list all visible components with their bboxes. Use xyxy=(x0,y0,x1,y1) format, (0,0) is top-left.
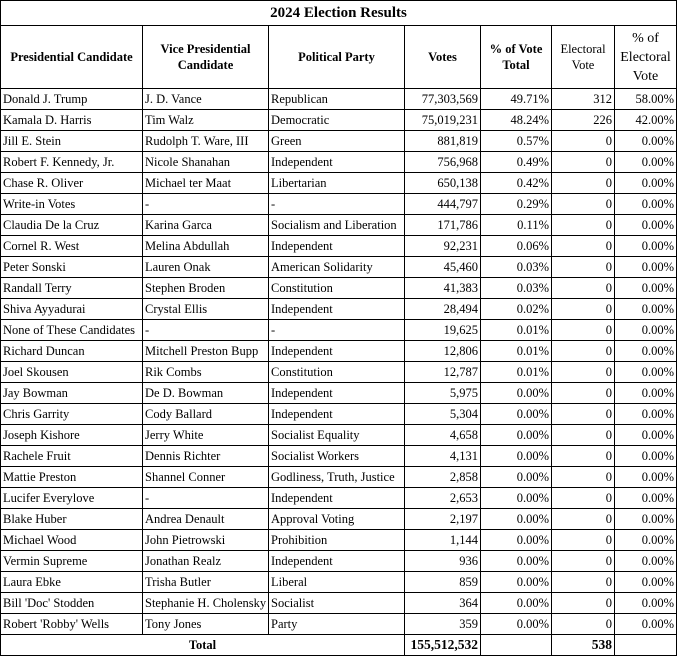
vp-cell: J. D. Vance xyxy=(143,89,269,110)
electoral-pct-cell: 0.00% xyxy=(615,131,677,152)
votes-cell: 12,787 xyxy=(405,362,481,383)
party-cell: Independent xyxy=(269,152,405,173)
table-row xyxy=(1,593,677,614)
candidate-cell: Blake Huber xyxy=(1,509,143,530)
electoral-vote-cell: 0 xyxy=(552,425,615,446)
vote-pct-cell: 0.00% xyxy=(481,488,552,509)
vp-cell: Shannel Conner xyxy=(143,467,269,488)
table-row xyxy=(1,425,677,446)
votes-cell: 77,303,569 xyxy=(405,89,481,110)
votes-cell: 12,806 xyxy=(405,341,481,362)
electoral-pct-cell: 0.00% xyxy=(615,362,677,383)
vp-cell: Tim Walz xyxy=(143,110,269,131)
vp-cell: Mitchell Preston Bupp xyxy=(143,341,269,362)
vp-cell: Cody Ballard xyxy=(143,404,269,425)
votes-cell: 359 xyxy=(405,614,481,635)
vp-cell: Trisha Butler xyxy=(143,572,269,593)
electoral-pct-cell: 0.00% xyxy=(615,425,677,446)
table-row xyxy=(1,257,677,278)
party-cell: Independent xyxy=(269,299,405,320)
electoral-vote-cell: 0 xyxy=(552,404,615,425)
vote-pct-cell: 0.29% xyxy=(481,194,552,215)
candidate-cell: Richard Duncan xyxy=(1,341,143,362)
electoral-pct-cell: 0.00% xyxy=(615,341,677,362)
table-row xyxy=(1,341,677,362)
vp-cell: Rudolph T. Ware, III xyxy=(143,131,269,152)
vote-pct-cell: 0.01% xyxy=(481,341,552,362)
votes-cell: 936 xyxy=(405,551,481,572)
vp-cell: John Pietrowski xyxy=(143,530,269,551)
electoral-vote-cell: 0 xyxy=(552,572,615,593)
table-row xyxy=(1,152,677,173)
votes-cell: 2,858 xyxy=(405,467,481,488)
candidate-cell: Write-in Votes xyxy=(1,194,143,215)
vp-cell: Lauren Onak xyxy=(143,257,269,278)
vote-pct-cell: 0.00% xyxy=(481,509,552,530)
votes-cell: 2,197 xyxy=(405,509,481,530)
table-row xyxy=(1,446,677,467)
table-row xyxy=(1,89,677,110)
table-row xyxy=(1,194,677,215)
table-row xyxy=(1,236,677,257)
candidate-cell: Michael Wood xyxy=(1,530,143,551)
votes-cell: 881,819 xyxy=(405,131,481,152)
vote-pct-cell: 0.00% xyxy=(481,572,552,593)
electoral-pct-cell: 0.00% xyxy=(615,551,677,572)
vote-pct-cell: 0.11% xyxy=(481,215,552,236)
votes-cell: 444,797 xyxy=(405,194,481,215)
electoral-pct-cell: 0.00% xyxy=(615,215,677,236)
header-electoral-pct: % of Electoral Vote xyxy=(615,26,677,89)
votes-cell: 1,144 xyxy=(405,530,481,551)
candidate-cell: Randall Terry xyxy=(1,278,143,299)
candidate-cell: Shiva Ayyadurai xyxy=(1,299,143,320)
party-cell: Approval Voting xyxy=(269,509,405,530)
table-row xyxy=(1,110,677,131)
electoral-vote-cell: 0 xyxy=(552,551,615,572)
electoral-vote-cell: 0 xyxy=(552,362,615,383)
vp-cell: De D. Bowman xyxy=(143,383,269,404)
votes-cell: 5,975 xyxy=(405,383,481,404)
candidate-cell: Laura Ebke xyxy=(1,572,143,593)
electoral-pct-cell: 0.00% xyxy=(615,257,677,278)
electoral-pct-cell: 0.00% xyxy=(615,593,677,614)
party-cell: - xyxy=(269,194,405,215)
electoral-vote-cell: 0 xyxy=(552,278,615,299)
candidate-cell: Donald J. Trump xyxy=(1,89,143,110)
vote-pct-cell: 0.03% xyxy=(481,278,552,299)
total-label: Total xyxy=(1,635,405,656)
vp-cell: Dennis Richter xyxy=(143,446,269,467)
candidate-cell: Bill 'Doc' Stodden xyxy=(1,593,143,614)
vote-pct-cell: 0.00% xyxy=(481,425,552,446)
electoral-vote-cell: 0 xyxy=(552,488,615,509)
candidate-cell: Chris Garrity xyxy=(1,404,143,425)
vp-cell: Andrea Denault xyxy=(143,509,269,530)
electoral-vote-cell: 0 xyxy=(552,236,615,257)
table-row xyxy=(1,551,677,572)
vote-pct-cell: 48.24% xyxy=(481,110,552,131)
electoral-vote-cell: 312 xyxy=(552,89,615,110)
party-cell: Prohibition xyxy=(269,530,405,551)
vote-pct-cell: 0.57% xyxy=(481,131,552,152)
table-row xyxy=(1,173,677,194)
vote-pct-cell: 0.49% xyxy=(481,152,552,173)
vp-cell: - xyxy=(143,488,269,509)
votes-cell: 171,786 xyxy=(405,215,481,236)
candidate-cell: Robert 'Robby' Wells xyxy=(1,614,143,635)
electoral-vote-cell: 0 xyxy=(552,530,615,551)
candidate-cell: Jill E. Stein xyxy=(1,131,143,152)
total-votes: 155,512,532 xyxy=(405,635,481,656)
electoral-pct-cell: 0.00% xyxy=(615,173,677,194)
party-cell: Socialist Equality xyxy=(269,425,405,446)
title-row xyxy=(1,1,677,26)
candidate-cell: Claudia De la Cruz xyxy=(1,215,143,236)
party-cell: American Solidarity xyxy=(269,257,405,278)
table-row xyxy=(1,362,677,383)
electoral-pct-cell: 42.00% xyxy=(615,110,677,131)
table-row xyxy=(1,299,677,320)
electoral-pct-cell: 0.00% xyxy=(615,194,677,215)
candidate-cell: Lucifer Everylove xyxy=(1,488,143,509)
electoral-vote-cell: 0 xyxy=(552,593,615,614)
vote-pct-cell: 0.00% xyxy=(481,593,552,614)
electoral-pct-cell: 0.00% xyxy=(615,446,677,467)
party-cell: Socialist Workers xyxy=(269,446,405,467)
vote-pct-cell: 0.00% xyxy=(481,614,552,635)
votes-cell: 4,658 xyxy=(405,425,481,446)
electoral-pct-cell: 0.00% xyxy=(615,299,677,320)
electoral-pct-cell: 0.00% xyxy=(615,236,677,257)
header-candidate: Presidential Candidate xyxy=(1,26,143,89)
candidate-cell: Kamala D. Harris xyxy=(1,110,143,131)
vp-cell: Stephen Broden xyxy=(143,278,269,299)
party-cell: Independent xyxy=(269,488,405,509)
party-cell: Constitution xyxy=(269,362,405,383)
table-row xyxy=(1,278,677,299)
electoral-vote-cell: 0 xyxy=(552,383,615,404)
votes-cell: 5,304 xyxy=(405,404,481,425)
party-cell: Party xyxy=(269,614,405,635)
electoral-pct-cell: 0.00% xyxy=(615,383,677,404)
vp-cell: Crystal Ellis xyxy=(143,299,269,320)
votes-cell: 28,494 xyxy=(405,299,481,320)
total-electoral-pct-empty xyxy=(615,635,677,656)
table-row xyxy=(1,572,677,593)
candidate-cell: Vermin Supreme xyxy=(1,551,143,572)
party-cell: Socialism and Liberation xyxy=(269,215,405,236)
electoral-pct-cell: 0.00% xyxy=(615,152,677,173)
votes-cell: 45,460 xyxy=(405,257,481,278)
vote-pct-cell: 0.00% xyxy=(481,383,552,404)
electoral-pct-cell: 58.00% xyxy=(615,89,677,110)
party-cell: Liberal xyxy=(269,572,405,593)
table-row xyxy=(1,215,677,236)
votes-cell: 364 xyxy=(405,593,481,614)
electoral-vote-cell: 0 xyxy=(552,341,615,362)
candidate-cell: None of These Candidates xyxy=(1,320,143,341)
vote-pct-cell: 0.03% xyxy=(481,257,552,278)
party-cell: Libertarian xyxy=(269,173,405,194)
party-cell: - xyxy=(269,320,405,341)
vote-pct-cell: 0.06% xyxy=(481,236,552,257)
vp-cell: Jerry White xyxy=(143,425,269,446)
electoral-pct-cell: 0.00% xyxy=(615,320,677,341)
electoral-vote-cell: 0 xyxy=(552,299,615,320)
vp-cell: Stephanie H. Cholensky xyxy=(143,593,269,614)
candidate-cell: Joel Skousen xyxy=(1,362,143,383)
header-row xyxy=(1,26,677,89)
table-row xyxy=(1,530,677,551)
electoral-vote-cell: 0 xyxy=(552,320,615,341)
electoral-vote-cell: 0 xyxy=(552,446,615,467)
votes-cell: 92,231 xyxy=(405,236,481,257)
candidate-cell: Cornel R. West xyxy=(1,236,143,257)
party-cell: Independent xyxy=(269,551,405,572)
vp-cell: - xyxy=(143,320,269,341)
header-electoral-vote: Electoral Vote xyxy=(552,26,615,89)
candidate-cell: Robert F. Kennedy, Jr. xyxy=(1,152,143,173)
vote-pct-cell: 0.02% xyxy=(481,299,552,320)
vp-cell: Tony Jones xyxy=(143,614,269,635)
vote-pct-cell: 0.00% xyxy=(481,551,552,572)
vp-cell: Karina Garca xyxy=(143,215,269,236)
electoral-pct-cell: 0.00% xyxy=(615,467,677,488)
electoral-vote-cell: 0 xyxy=(552,194,615,215)
party-cell: Independent xyxy=(269,404,405,425)
electoral-vote-cell: 0 xyxy=(552,215,615,236)
total-vote-pct-empty xyxy=(481,635,552,656)
table-row xyxy=(1,467,677,488)
vote-pct-cell: 0.00% xyxy=(481,446,552,467)
total-row xyxy=(1,635,677,656)
votes-cell: 650,138 xyxy=(405,173,481,194)
party-cell: Socialist xyxy=(269,593,405,614)
candidate-cell: Joseph Kishore xyxy=(1,425,143,446)
party-cell: Godliness, Truth, Justice xyxy=(269,467,405,488)
candidate-cell: Jay Bowman xyxy=(1,383,143,404)
candidate-cell: Rachele Fruit xyxy=(1,446,143,467)
electoral-pct-cell: 0.00% xyxy=(615,509,677,530)
header-votes: Votes xyxy=(405,26,481,89)
vote-pct-cell: 0.00% xyxy=(481,530,552,551)
electoral-pct-cell: 0.00% xyxy=(615,530,677,551)
votes-cell: 2,653 xyxy=(405,488,481,509)
vote-pct-cell: 0.01% xyxy=(481,320,552,341)
table-title: 2024 Election Results xyxy=(1,1,677,26)
party-cell: Independent xyxy=(269,341,405,362)
electoral-pct-cell: 0.00% xyxy=(615,572,677,593)
vp-cell: - xyxy=(143,194,269,215)
electoral-pct-cell: 0.00% xyxy=(615,488,677,509)
vote-pct-cell: 49.71% xyxy=(481,89,552,110)
votes-cell: 756,968 xyxy=(405,152,481,173)
electoral-vote-cell: 226 xyxy=(552,110,615,131)
party-cell: Green xyxy=(269,131,405,152)
candidate-cell: Peter Sonski xyxy=(1,257,143,278)
table-row xyxy=(1,131,677,152)
votes-cell: 4,131 xyxy=(405,446,481,467)
electoral-vote-cell: 0 xyxy=(552,614,615,635)
party-cell: Constitution xyxy=(269,278,405,299)
votes-cell: 19,625 xyxy=(405,320,481,341)
vp-cell: Melina Abdullah xyxy=(143,236,269,257)
party-cell: Independent xyxy=(269,383,405,404)
table-row xyxy=(1,509,677,530)
electoral-vote-cell: 0 xyxy=(552,509,615,530)
votes-cell: 41,383 xyxy=(405,278,481,299)
electoral-vote-cell: 0 xyxy=(552,467,615,488)
vote-pct-cell: 0.01% xyxy=(481,362,552,383)
party-cell: Democratic xyxy=(269,110,405,131)
header-vote-pct: % of Vote Total xyxy=(481,26,552,89)
electoral-pct-cell: 0.00% xyxy=(615,614,677,635)
party-cell: Republican xyxy=(269,89,405,110)
electoral-pct-cell: 0.00% xyxy=(615,404,677,425)
vote-pct-cell: 0.42% xyxy=(481,173,552,194)
vp-cell: Nicole Shanahan xyxy=(143,152,269,173)
electoral-vote-cell: 0 xyxy=(552,131,615,152)
candidate-cell: Chase R. Oliver xyxy=(1,173,143,194)
table-row xyxy=(1,614,677,635)
vp-cell: Jonathan Realz xyxy=(143,551,269,572)
electoral-pct-cell: 0.00% xyxy=(615,278,677,299)
electoral-vote-cell: 0 xyxy=(552,152,615,173)
electoral-vote-cell: 0 xyxy=(552,173,615,194)
table-row xyxy=(1,488,677,509)
electoral-vote-cell: 0 xyxy=(552,257,615,278)
votes-cell: 75,019,231 xyxy=(405,110,481,131)
vp-cell: Rik Combs xyxy=(143,362,269,383)
header-party: Political Party xyxy=(269,26,405,89)
votes-cell: 859 xyxy=(405,572,481,593)
vp-cell: Michael ter Maat xyxy=(143,173,269,194)
header-vp: Vice Presidential Candidate xyxy=(143,26,269,89)
table-row xyxy=(1,404,677,425)
candidate-cell: Mattie Preston xyxy=(1,467,143,488)
table-row xyxy=(1,383,677,404)
party-cell: Independent xyxy=(269,236,405,257)
table-row xyxy=(1,320,677,341)
vote-pct-cell: 0.00% xyxy=(481,467,552,488)
total-electoral-vote: 538 xyxy=(552,635,615,656)
vote-pct-cell: 0.00% xyxy=(481,404,552,425)
